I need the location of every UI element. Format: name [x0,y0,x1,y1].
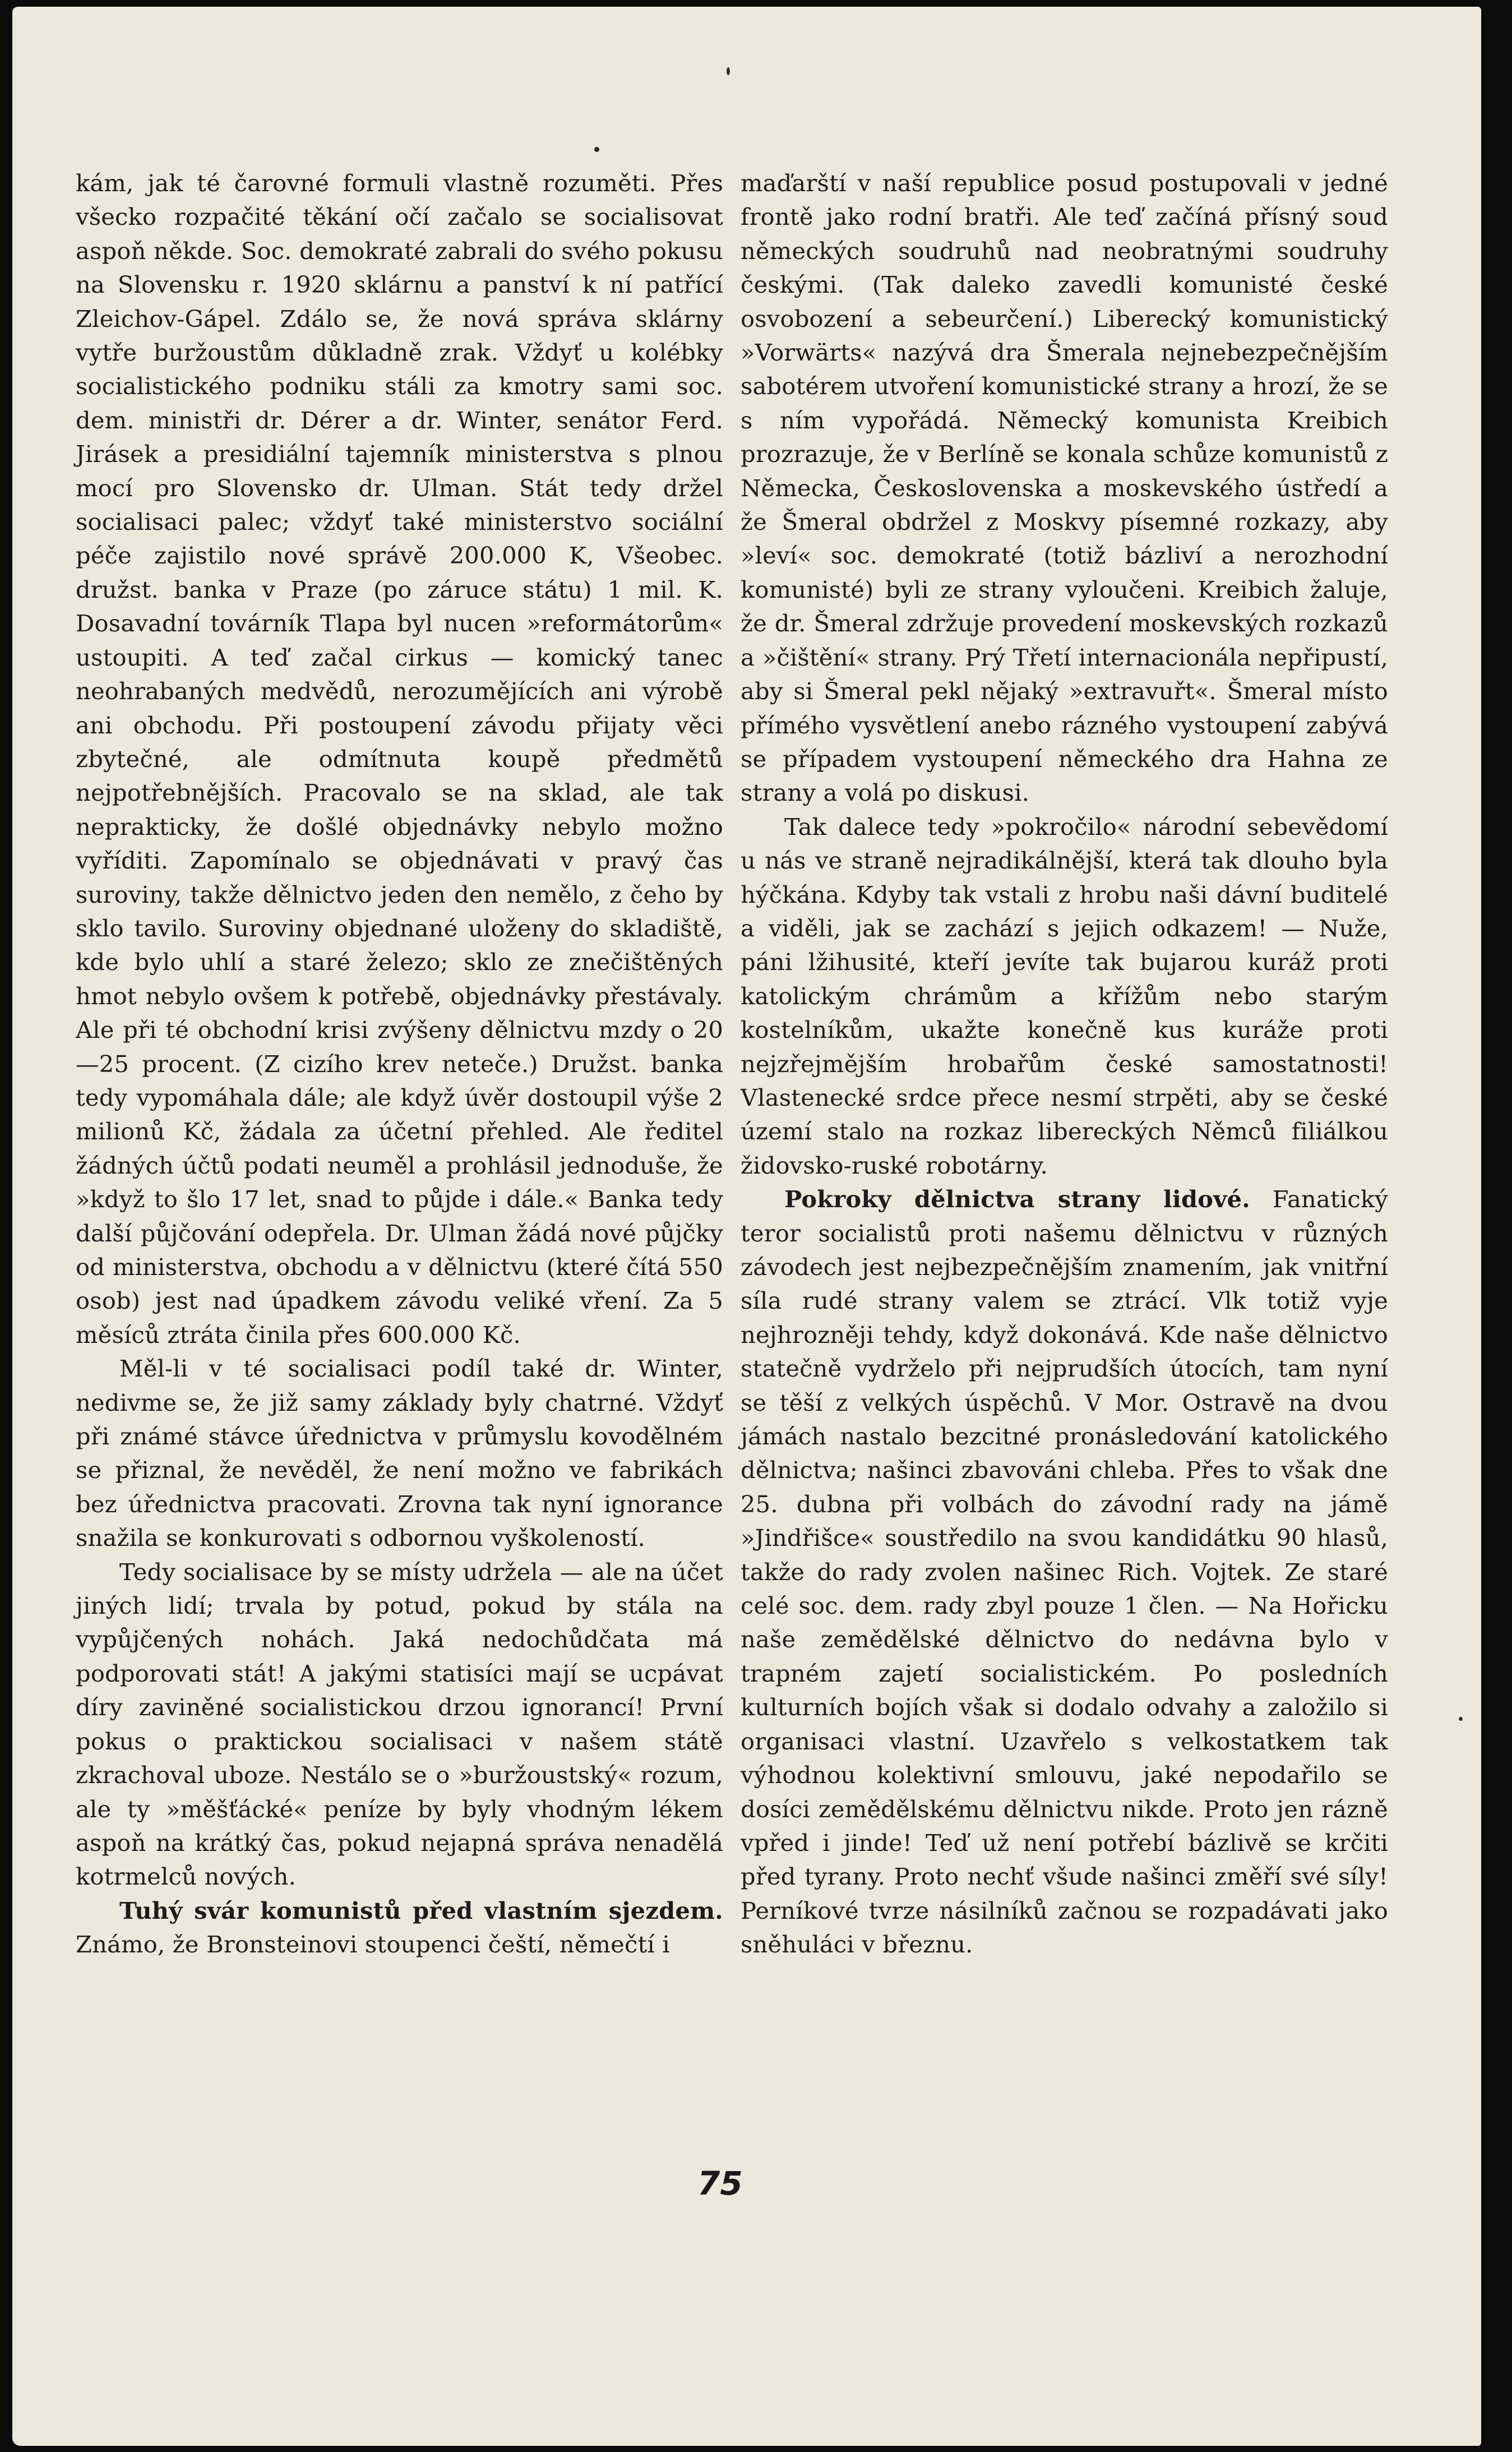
paragraph [76,1894,723,1962]
left-column [76,167,723,1962]
print-speck [727,67,730,75]
paragraph-text: Měl-li v té socialisaci podíl také dr. Winter, nedivme se, že již samy základy byly chatrné. Vždyť při známé stávce úřednictva v průmyslu kovodělném se přiznal, že nevěděl, že není možno ve fabrikách bez úřednictva pracovati. Zrovna tak nyní ignorance snažila se konkurovati s odbornou vyškoleností. [76,1355,723,1552]
section-heading: Pokroky dělnictva strany lidové. [784,1185,1250,1213]
paragraph-text: Tak dalece tedy »pokročilo« národní sebevědomí u nás ve straně nejradikálnější, která tak dlouho byla hýčkána. Kdyby tak vstali z hrobu naši dávní buditelé a viděli, jak se zachází s jejich odkazem! — Nuže, páni lžihusité, kteří jevíte tak bujarou kuráž proti katolickým chrámům a křížům nebo starým kostelníkům, ukažte konečně kus kuráže proti nejzřejmějším hrobařům české samostatnosti! Vlastenecké srdce přece nesmí strpěti, aby se české území stalo na rozkaz libereckých Němců filiálkou židovsko-ruské robotárny. [741,812,1388,1179]
paragraph [741,167,1388,810]
paragraph-text: maďarští v naší republice posud postupovali v jedné frontě jako rodní bratři. Ale teď začíná přísný soud německých soudruhů nad neobratnými soudruhy českými. (Tak daleko zavedli komunisté české osvobození a sebeurčení.) Liberecký komunistický »Vorwärts« nazývá dra Šmerala nejnebezpečnějším sabotérem utvoření komunistické strany a hrozí, že se s ním vypořádá. Německý komunista Kreibich prozrazuje, že v Berlíně se konala schůze komunistů z Německa, Československa a moskevského ústředí a že Šmeral obdržel z Moskvy písemné rozkazy, aby »leví« soc. demokraté (totiž bázliví a nerozhodní komunisté) byli ze strany vyloučeni. Kreibich žaluje, že dr. Šmeral zdržuje provedení moskevských rozkazů a »čištění« strany. Prý Třetí internacionála nepřipustí, aby si Šmeral pekl nějaký »extravuřt«. Šmeral místo přímého vysvětlení anebo rázného vystoupení zabývá se případem vystoupení německého dra Hahna ze strany a volá po diskusi. [741,169,1388,807]
paragraph [76,167,723,1352]
page-number: 75 [697,2164,743,2202]
right-column [741,167,1388,1962]
paragraph-text: kám, jak té čarovné formuli vlastně rozuměti. Přes všecko rozpačité těkání očí začalo se socialisovat aspoň někde. Soc. demokraté zabrali do svého pokusu na Slovensku r. 1920 sklárnu a panství k ní patřící Zleichov-Gápel. Zdálo se, že nová správa sklárny vytře buržoustům důkladně zrak. Vždyť u kolébky socialistického podniku stáli za kmotry sami soc. dem. ministři dr. Dérer a dr. Winter, senátor Ferd. Jirásek a presidiální tajemník ministerstva s plnou mocí pro Slovensko dr. Ulman. Stát tedy držel socialisaci palec; vždyť také ministerstvo sociální péče zajistilo nové správě 200.000 K, Všeobec. družst. banka v Praze (po záruce státu) 1 mil. K. Dosavadní továrník Tlapa byl nucen »reformátorům« ustoupiti. A teď začal cirkus — komický tanec neohrabaných medvědů, nerozumějících ani výrobě ani obchodu. Při postoupení závodu přijaty věci zbytečné, ale odmítnuta koupě předmětů nejpotřebnějších. Pracovalo se na sklad, ale tak neprakticky, že došlé objednávky nebylo možno vyříditi. Zapomínalo se objednávati v pravý čas suroviny, takže dělnictvo jeden den nemělo, z čeho by sklo tavilo. Suroviny objednané uloženy do skladiště, kde bylo uhlí a staré železo; sklo ze znečištěných hmot nebylo ovšem k potřebě, objednávky přestávaly. Ale při té obchodní krisi zvýšeny dělnictvu mzdy o 20—25 procent. (Z cizího krev neteče.) Družst. banka tedy vypomáhala dále; ale když úvěr dostoupil výše 2 milionů Kč, žádala za účetní přehled. Ale ředitel žádných účtů podati neuměl a prohlásil jednoduše, že »když to šlo 17 let, snad to půjde i dále.« Banka tedy další půjčování odepřela. Dr. Ulman žádá nové půjčky od ministerstva, obchodu a v dělnictvu (které čítá 550 osob) jest nad úpadkem závodu veliké vření. Za 5 měsíců ztráta činila přes 600.000 Kč. [76,169,723,1349]
book-page [12,7,1481,2446]
paragraph [741,1183,1388,1961]
print-speck [1459,1717,1463,1721]
paragraph-text: Tedy socialisace by se místy udržela — ale na účet jiných lidí; trvala by potud, pokud by stála na vypůjčených nohách. Jaká nedochůdčata má podporovati stát! A jakými statisíci mají se ucpávat díry zaviněné socialistickou drzou ignorancí! První pokus o praktickou socialisaci v našem státě zkrachoval uboze. Nestálo se o »buržoustský« rozum, ale ty »měšťácké« peníze by byly vhodným lékem aspoň na krátký čas, pokud nejapná správa nenadělá kotrmelců nových. [76,1558,723,1891]
print-speck [594,147,599,152]
paragraph [741,810,1388,1183]
paragraph [76,1352,723,1555]
section-heading: Tuhý svár komunistů před vlastním sjezdem. [119,1896,723,1924]
paragraph-text: Fanatický teror socialistů proti našemu dělnictvu v různých závodech jest nejbezpečnějším znamením, jak vnitřní síla rudé strany valem se ztrácí. Vlk totiž vyje nejhrozněji tehdy, když dokonává. Kde naše dělnictvo statečně vydrželo při nejprudších útocích, tam nyní se těší z velkých úspěchů. V Mor. Ostravě na dvou jámách nastalo bezcitné pronásledování katolického dělnictva; našinci zbavováni chleba. Přes to však dne 25. dubna při volbách do závodní rady na jámě »Jindřišce« soustředilo na svou kandidátku 90 hlasů, takže do rady zvolen našinec Rich. Vojtek. Ze staré celé soc. dem. rady zbyl pouze 1 člen. — Na Hořicku naše zemědělské dělnictvo do nedávna bylo v trapném zajetí socialistickém. Po posledních kulturních bojích však si dodalo odvahy a založilo si organisaci vlastní. Uzavřelo s velkostatkem tak výhodnou kolektivní smlouvu, jaké nepodařilo se dosíci zemědělskému dělnictvu nikde. Proto jen rázně vpřed i jinde! Teď už není potřebí bázlivě se krčiti před tyrany. Proto nechť všude našinci změří své síly! Perníkové tvrze násilníků začnou se rozpadávati jako sněhuláci v březnu. [741,1185,1389,1959]
paragraph [76,1555,723,1894]
paragraph-text: Známo, že Bronsteinovi stoupenci čeští, němečtí i [76,1931,670,1959]
